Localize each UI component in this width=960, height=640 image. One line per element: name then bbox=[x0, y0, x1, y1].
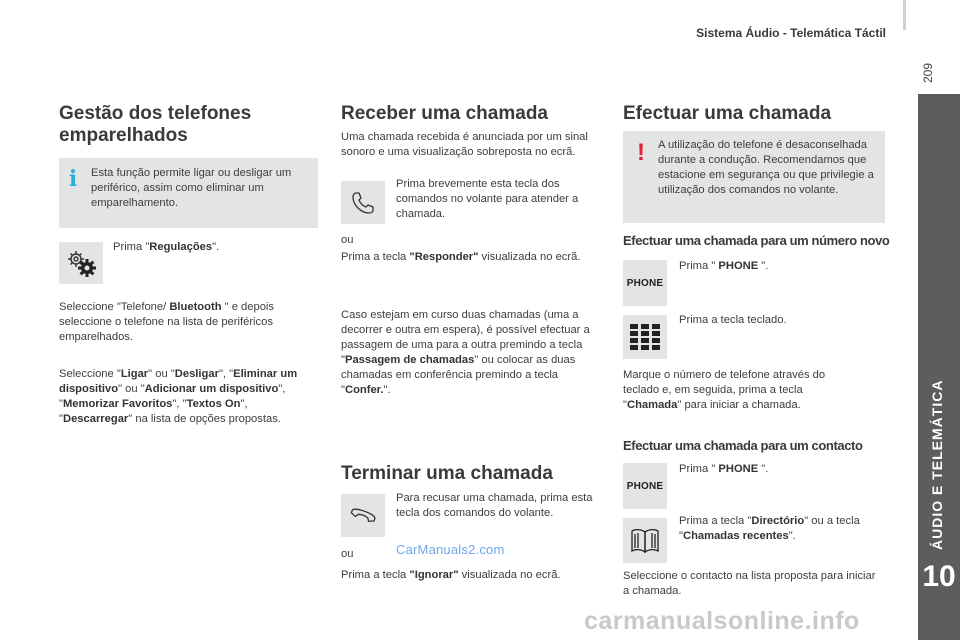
info-icon: i bbox=[68, 166, 78, 192]
info-box bbox=[59, 158, 318, 228]
info-text: Esta função permite ligar ou desligar um periférico, assim como eliminar um emparelhamento. bbox=[91, 167, 292, 209]
page-number: 209 bbox=[921, 62, 935, 84]
section-heading-end-call: Terminar uma chamada bbox=[341, 463, 553, 484]
or-label-2: ou bbox=[341, 548, 354, 560]
phone-key-2 bbox=[623, 463, 667, 509]
step-press-phone-1: Prima " PHONE ". bbox=[679, 260, 769, 272]
chapter-number: 10 bbox=[922, 560, 956, 593]
warning-box bbox=[623, 131, 885, 223]
gears-icon bbox=[64, 247, 98, 279]
directory-key bbox=[623, 518, 667, 563]
phone-answer-icon bbox=[350, 190, 376, 216]
step-answer: Prima brevemente esta tecla dos comandos no volante para atender a chamada. bbox=[396, 178, 579, 220]
step-settings: Prima "Regulações". bbox=[113, 241, 220, 253]
section-heading-manage-phones: Gestão dos telefones emparelhados bbox=[59, 103, 252, 146]
phone-key-label: PHONE bbox=[626, 480, 664, 492]
keypad-icon bbox=[630, 324, 660, 350]
paragraph-select-phone: Seleccione "Telefone/ Bluetooth " e depois seleccione o telefone na lista de periféricos emparelhados. bbox=[59, 301, 275, 343]
paragraph-two-calls: Caso estejam em curso duas chamadas (uma a decorrer e outra em espera), é possível efectuar a passagem de uma para a outra premindo a tecla "Passagem de chamadas" ou colocar as duas chamadas em conferência premindo a tecla "Confer.". bbox=[341, 309, 590, 396]
phone-key-1 bbox=[623, 260, 667, 306]
answer-key bbox=[341, 181, 385, 224]
section-heading-receive-call: Receber uma chamada bbox=[341, 103, 548, 124]
section-heading-make-call: Efectuar uma chamada bbox=[623, 103, 832, 124]
subheading-new-number: Efectuar uma chamada para um número novo bbox=[623, 233, 890, 248]
warning-text: A utilização do telefone é desaconselhada durante a condução. Recomendamos que estacione em segurança ou que privilegie a utilização dos comandos no volante. bbox=[658, 139, 874, 196]
phone-hangup-icon bbox=[348, 506, 378, 526]
chapter-tab-label: ÁUDIO E TELEMÁTICA bbox=[929, 379, 945, 551]
phone-key-label: PHONE bbox=[626, 277, 664, 289]
header-rule bbox=[903, 0, 906, 30]
step-press-directory: Prima a tecla "Directório" ou a tecla "Chamadas recentes". bbox=[679, 515, 860, 542]
footer-watermark: carmanualsonline.info bbox=[584, 607, 860, 635]
paragraph-select-contact: Seleccione o contacto na lista proposta para iniciar a chamada. bbox=[623, 570, 876, 597]
settings-key bbox=[59, 242, 103, 284]
hangup-key bbox=[341, 494, 385, 537]
paragraph-ignore-screen: Prima a tecla "Ignorar" visualizada no ecrã. bbox=[341, 569, 561, 581]
step-press-phone-2: Prima " PHONE ". bbox=[679, 463, 769, 475]
warning-icon: ! bbox=[637, 139, 645, 166]
paragraph-dial-number: Marque o número de telefone através do teclado e, em seguida, prima a tecla "Chamada" para iniciar a chamada. bbox=[623, 369, 826, 411]
keypad-key bbox=[623, 315, 667, 359]
step-press-keypad: Prima a tecla teclado. bbox=[679, 314, 787, 326]
paragraph-answer-screen: Prima a tecla "Responder" visualizada no ecrã. bbox=[341, 251, 581, 263]
paragraph-options: Seleccione "Ligar" ou "Desligar", "Eliminar um dispositivo" ou "Adicionar um dispositivo", "Memorizar Favoritos", "Textos On", "Descarregar" na lista de opções propostas. bbox=[59, 368, 298, 425]
book-icon bbox=[630, 527, 660, 555]
subheading-contact: Efectuar uma chamada para um contacto bbox=[623, 438, 863, 453]
step-hangup: Para recusar uma chamada, prima esta tecla dos comandos do volante. bbox=[396, 492, 593, 519]
watermark-carmanuals: CarManuals2.com bbox=[396, 542, 505, 557]
or-label-1: ou bbox=[341, 234, 354, 246]
paragraph-incoming-call: Uma chamada recebida é anunciada por um sinal sonoro e uma visualização sobreposta no ecrã. bbox=[341, 131, 588, 158]
running-header: Sistema Áudio - Telemática Táctil bbox=[696, 26, 886, 40]
